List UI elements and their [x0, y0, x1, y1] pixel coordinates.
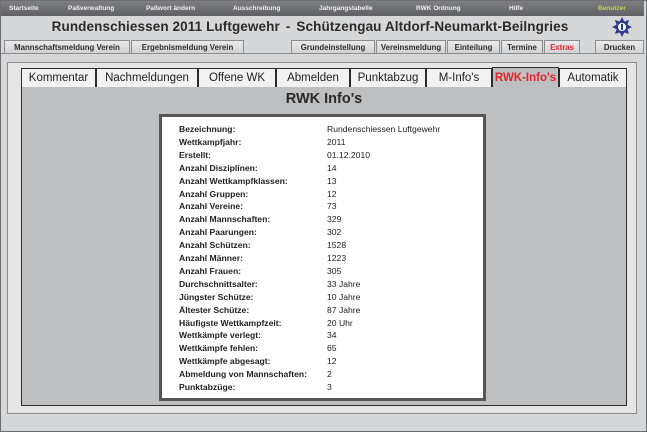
info-label: Bezeichnung:: [179, 124, 236, 134]
tab-mannschaftsmeldung-verein[interactable]: Mannschaftsmeldung Verein: [4, 40, 130, 54]
info-value: 34: [327, 330, 337, 341]
info-label: Anzahl Schützen:: [179, 240, 251, 251]
title-separator: -: [285, 19, 291, 34]
info-row: [179, 124, 479, 137]
rwk-info-box: [159, 114, 486, 401]
info-label: Wettkämpfe abgesagt:: [179, 356, 271, 367]
info-value: 87 Jahre: [327, 304, 361, 315]
info-row: [179, 305, 479, 318]
subtab-offene-wk[interactable]: Offene WK: [198, 68, 276, 87]
info-row: [179, 227, 479, 240]
info-value: 65: [327, 343, 337, 354]
info-value: 10 Jahre: [327, 291, 361, 302]
page-title: [0, 19, 620, 34]
info-row: [179, 176, 479, 189]
info-value: 12: [327, 188, 337, 199]
nav-passwort-aendern[interactable]: Paßwort ändern: [146, 5, 196, 12]
nav-passverwaltung[interactable]: Paßverwaltung: [68, 5, 115, 12]
info-label: Anzahl Mannschaften:: [179, 214, 271, 225]
info-row: [179, 150, 479, 163]
info-value: 1528: [327, 240, 347, 251]
title-left: Rundenschiessen 2011 Luftgewehr: [51, 19, 280, 34]
nav-hilfe[interactable]: Hilfe: [509, 5, 524, 12]
info-row: [179, 382, 479, 395]
tab-drucken[interactable]: Drucken: [595, 40, 644, 54]
info-value: 20 Uhr: [327, 317, 353, 328]
section-heading: RWK Info's: [285, 91, 363, 107]
info-value: 13: [327, 175, 337, 186]
info-label: Durchschnittsalter:: [179, 278, 258, 289]
info-label: Jüngster Schütze:: [179, 291, 254, 302]
nav-ausschreibung[interactable]: Ausschreibung: [233, 5, 281, 12]
info-row: [179, 318, 479, 331]
info-value: 3: [327, 382, 332, 392]
info-value: 73: [327, 201, 337, 212]
info-label: Anzahl Paarungen:: [179, 227, 257, 238]
nav-startseite[interactable]: Startseite: [9, 5, 39, 12]
info-row: [179, 240, 479, 253]
info-label: Wettkampfjahr:: [179, 136, 242, 147]
nav-jahrgangstabelle[interactable]: Jahrgangstabelle: [319, 5, 373, 12]
info-label: Anzahl Vereine:: [179, 201, 243, 212]
info-row: [179, 330, 479, 343]
subtab-punktabzug[interactable]: Punktabzug: [350, 68, 426, 87]
info-value: 14: [327, 162, 337, 173]
tab-ergebnismeldung-verein[interactable]: Ergebnismeldung Verein: [131, 40, 244, 54]
info-label: Anzahl Gruppen:: [179, 188, 249, 199]
title-right: Schützengau Altdorf-Neumarkt-Beilngries: [296, 19, 569, 34]
info-label: Anzahl Männer:: [179, 253, 243, 263]
info-value: 1223: [327, 253, 347, 263]
info-value: 2011: [327, 136, 346, 147]
info-value: Rundenschiessen Luftgewehr: [327, 124, 441, 134]
info-row: [179, 137, 479, 150]
info-label: Wettkämpfe fehlen:: [179, 343, 259, 354]
tab-vereinsmeldung[interactable]: Vereinsmeldung: [376, 40, 446, 54]
info-row: [179, 292, 479, 305]
subtab-m-infos[interactable]: M-Info's: [426, 68, 492, 87]
subtab-kommentar[interactable]: Kommentar: [21, 68, 96, 87]
info-row: [179, 266, 479, 279]
tab-termine[interactable]: Termine: [501, 40, 543, 54]
info-label: Ältester Schütze:: [179, 304, 250, 315]
info-value: 33 Jahre: [327, 278, 361, 289]
tab-underline: [1, 53, 644, 54]
info-label: Anzahl Disziplinen:: [179, 162, 258, 173]
subtab-abmelden[interactable]: Abmelden: [276, 68, 350, 87]
subtab-rwk-infos[interactable]: RWK-Info's: [492, 67, 559, 87]
info-label: Erstellt:: [179, 149, 211, 160]
info-row: [179, 253, 479, 266]
info-row: [179, 163, 479, 176]
tab-extras[interactable]: Extras: [544, 40, 580, 54]
info-value: 329: [327, 214, 342, 225]
club-logo-icon: [612, 17, 632, 37]
subtab-automatik[interactable]: Automatik: [559, 68, 627, 87]
info-row: [179, 201, 479, 214]
info-row: [179, 369, 479, 382]
tab-einteilung[interactable]: Einteilung: [447, 40, 500, 54]
info-label: Wettkämpfe verlegt:: [179, 330, 261, 341]
info-value: 302: [327, 227, 342, 238]
info-row: [179, 214, 479, 227]
subtab-nachmeldungen[interactable]: Nachmeldungen: [96, 68, 198, 87]
nav-user[interactable]: Benutzer: [598, 5, 626, 12]
info-row: [179, 356, 479, 369]
info-value: 01.12.2010: [327, 149, 371, 160]
info-row: [179, 343, 479, 356]
info-label: Abmeldung von Mannschaften:: [179, 369, 307, 380]
info-value: 12: [327, 356, 337, 367]
info-label: Häufigste Wettkampfzeit:: [179, 317, 282, 328]
info-value: 2: [327, 369, 332, 380]
info-label: Anzahl Wettkampfklassen:: [179, 175, 288, 186]
top-navigation: [1, 1, 644, 16]
info-row: [179, 189, 479, 202]
info-label: Anzahl Frauen:: [179, 265, 242, 276]
info-value: 305: [327, 265, 342, 276]
tab-grundeinstellung[interactable]: Grundeinstellung: [291, 40, 375, 54]
info-label: Punktabzüge:: [179, 382, 236, 392]
info-row: [179, 279, 479, 292]
nav-rwk-ordnung[interactable]: RWK Ordnung: [416, 5, 461, 12]
